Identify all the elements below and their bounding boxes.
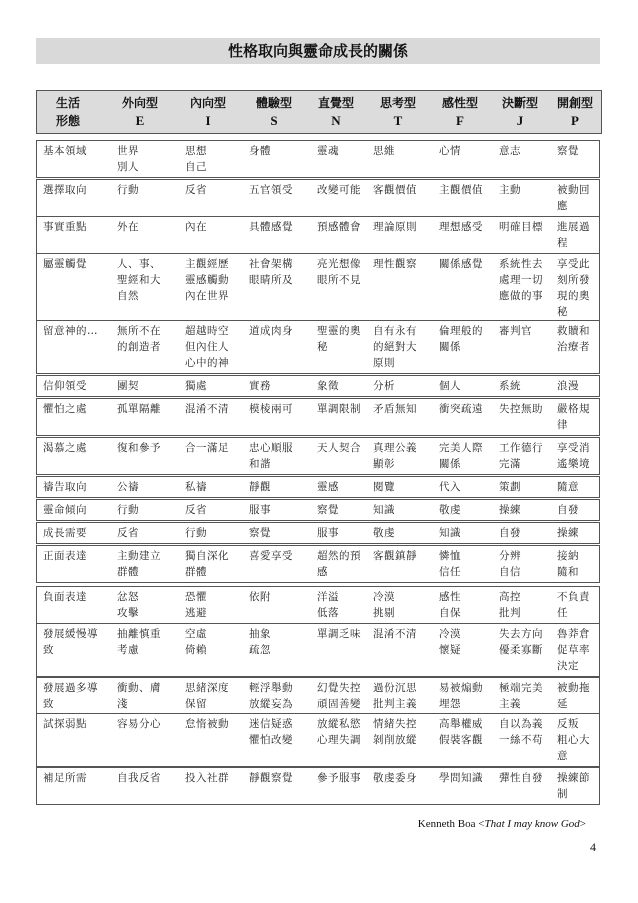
- row-label: 懼怕之處: [43, 403, 87, 415]
- credit-author: Kenneth Boa <: [417, 818, 485, 830]
- table-cell: 意志: [499, 145, 521, 157]
- row-label: 補足所需: [43, 772, 87, 784]
- table-cell: 反叛 粗心大 意: [557, 718, 590, 762]
- header-col-8: [549, 91, 601, 133]
- table-cell: 系統: [499, 380, 521, 392]
- table-cell: 喜愛享受: [249, 550, 293, 562]
- table-cell: 行動: [117, 184, 139, 196]
- table-cell: 天人契合: [317, 442, 361, 454]
- table-cell: 放縱私慾 心理失調: [317, 718, 361, 746]
- header-col-4: [305, 91, 367, 133]
- header-col-1: [109, 91, 171, 133]
- table-cell: 改變可能: [317, 184, 361, 196]
- table-cell: 感性 自保: [439, 591, 461, 619]
- row-label: 負面表達: [43, 591, 87, 603]
- table-cell: 主觀經歷 靈感觸動 內在世界: [185, 258, 229, 302]
- table-cell: 靜觀: [249, 481, 271, 493]
- header-line1: 思考型: [379, 96, 416, 110]
- row-label: 屬靈觸覺: [43, 258, 87, 270]
- table-cell: 被動拖 延: [557, 682, 590, 710]
- table-cell: 行動: [117, 504, 139, 516]
- table-cell: 外在: [117, 221, 139, 233]
- row-label: 正面表達: [43, 550, 87, 562]
- header-line1: 體驗型: [255, 96, 292, 110]
- header-col-6: [429, 91, 491, 133]
- table-cell: 察覺: [249, 527, 271, 539]
- table-cell: 操練節 制: [557, 772, 590, 800]
- header-line1: 決斷型: [501, 96, 538, 110]
- table-cell: 個人: [439, 380, 461, 392]
- table-cell: 內在: [185, 221, 207, 233]
- table-row: [36, 545, 600, 583]
- table-cell: 模棱兩可: [249, 403, 293, 415]
- table-cell: 象徵: [317, 380, 339, 392]
- table-cell: 高控 批判: [499, 591, 521, 619]
- table-cell: 自有永有 的絕對大 原則: [373, 325, 417, 369]
- table-cell: 抽象 疏忽: [249, 628, 271, 656]
- table-cell: 真理公義 顯彰: [373, 442, 417, 470]
- table-cell: 實務: [249, 380, 271, 392]
- table-cell: 不負責 任: [557, 591, 590, 619]
- table-cell: 合一滿足: [185, 442, 229, 454]
- table-cell: 混淆不清: [373, 628, 417, 640]
- table-cell: 身體: [249, 145, 271, 157]
- table-cell: 冷漠 懷疑: [439, 628, 461, 656]
- table-row: [36, 476, 600, 498]
- header-col-0: [37, 91, 99, 133]
- table-cell: 享受消 遙樂境: [557, 442, 590, 470]
- table-header: [36, 90, 602, 134]
- table-cell: 操練: [557, 527, 579, 539]
- table-cell: 世界 別人: [117, 145, 139, 173]
- table-row: [36, 499, 600, 521]
- table-row: [36, 375, 600, 397]
- table-row: [36, 179, 600, 217]
- row-label: 基本領域: [43, 145, 87, 157]
- header-col-5: [367, 91, 429, 133]
- table-cell: 分析: [373, 380, 395, 392]
- table-cell: 工作德行 完滿: [499, 442, 543, 470]
- table-cell: 進展過 程: [557, 221, 590, 249]
- table-cell: 客觀價值: [373, 184, 417, 196]
- table-cell: 過份沉思 批判主義: [373, 682, 417, 710]
- table-cell: 五官領受: [249, 184, 293, 196]
- table-cell: 服事: [249, 504, 271, 516]
- table-cell: 怠惰被動: [185, 718, 229, 730]
- table-row: [36, 437, 600, 475]
- header-line1: 直覺型: [317, 96, 354, 110]
- table-cell: 依附: [249, 591, 271, 603]
- table-cell: 冷漠 挑剔: [373, 591, 395, 619]
- table-cell: 靈感: [317, 481, 339, 493]
- table-cell: 享受此 刻所發 現的奧 秘: [557, 258, 590, 318]
- table-cell: 反省: [185, 504, 207, 516]
- table-cell: 思維: [373, 145, 395, 157]
- row-label: 渴慕之處: [43, 442, 87, 454]
- table-cell: 失控無助: [499, 403, 543, 415]
- table-cell: 單調限制: [317, 403, 361, 415]
- table-cell: 系統性去 處理一切 應做的事: [499, 258, 543, 302]
- table-cell: 忠心順服 和諧: [249, 442, 293, 470]
- table-cell: 理性觀察: [373, 258, 417, 270]
- table-cell: 反省: [185, 184, 207, 196]
- table-cell: 孤單隔離: [117, 403, 161, 415]
- page-number: 4: [590, 840, 596, 854]
- table-cell: 關係感覺: [439, 258, 483, 270]
- table-cell: 衝動、膚 淺: [117, 682, 161, 710]
- table-cell: 知識: [373, 504, 395, 516]
- table-cell: 客觀鎮靜: [373, 550, 417, 562]
- table-cell: 自發: [557, 504, 579, 516]
- table-cell: 隨意: [557, 481, 579, 493]
- table-cell: 救贖和 治療者: [557, 325, 590, 353]
- table-cell: 獨處: [185, 380, 207, 392]
- table-cell: 輕浮舉動 放縱妄為: [249, 682, 293, 710]
- table-cell: 亮光想像 眼所不見: [317, 258, 361, 286]
- table-cell: 復和參予: [117, 442, 161, 454]
- table-row: [36, 586, 600, 624]
- row-label: 事實重點: [43, 221, 87, 233]
- table-cell: 容易分心: [117, 718, 161, 730]
- table-cell: 閱覽: [373, 481, 395, 493]
- table-cell: 洋溢 低落: [317, 591, 339, 619]
- table-cell: 思緒深度 保留: [185, 682, 229, 710]
- table-cell: 情緒失控 剝削放縱: [373, 718, 417, 746]
- table-cell: 獨自深化 群體: [185, 550, 229, 578]
- header-line1: 開創型: [556, 96, 593, 110]
- table-cell: 自發: [499, 527, 521, 539]
- table-row: [36, 253, 600, 323]
- table-cell: 超越時空 但內住人 心中的神: [185, 325, 229, 369]
- table-cell: 衝突疏遠: [439, 403, 483, 415]
- credit-book-title: That I may know God: [484, 818, 580, 830]
- table-cell: 主動: [499, 184, 521, 196]
- table-cell: 空虛 倚賴: [185, 628, 207, 656]
- table-cell: 道成肉身: [249, 325, 293, 337]
- table-cell: 完美人際 關係: [439, 442, 483, 470]
- table-cell: 私禱: [185, 481, 207, 493]
- page-title: 性格取向與靈命成長的關係: [36, 38, 600, 64]
- table-cell: 極端完美 主義: [499, 682, 543, 710]
- row-label: 發展過多導 致: [43, 682, 98, 710]
- table-cell: 敬虔委身: [373, 772, 417, 784]
- table-cell: 思想 自己: [185, 145, 207, 173]
- table-cell: 理論原則: [373, 221, 417, 233]
- table-cell: 超然的預 感: [317, 550, 361, 578]
- table-cell: 嚴格規 律: [557, 403, 590, 431]
- table-cell: 易被煽動 埋怨: [439, 682, 483, 710]
- header-col-3: [243, 91, 305, 133]
- table-row: [36, 623, 600, 677]
- row-label: 成長需要: [43, 527, 87, 539]
- table-row: [36, 522, 600, 544]
- header-line2: T: [393, 113, 403, 128]
- table-cell: 行動: [185, 527, 207, 539]
- table-cell: 迷信疑惑 懼怕改變: [249, 718, 293, 746]
- table-cell: 主觀價值: [439, 184, 483, 196]
- row-label: 留意神的…: [43, 325, 98, 337]
- header-line2: 形態: [55, 114, 80, 128]
- table-cell: 靈魂: [317, 145, 339, 157]
- table-cell: 接納 隨和: [557, 550, 579, 578]
- header-line1: 感性型: [441, 96, 478, 110]
- header-line1: 生活: [55, 96, 80, 110]
- table-row: [36, 216, 600, 254]
- table-cell: 察覺: [317, 504, 339, 516]
- table-cell: 無所不在 的創造者: [117, 325, 161, 353]
- table-cell: 憐恤 信任: [439, 550, 461, 578]
- row-label: 試探弱點: [43, 718, 87, 730]
- table-row: [36, 320, 600, 374]
- header-line2: J: [516, 113, 524, 128]
- table-cell: 自以為義 一絲不苟: [499, 718, 543, 746]
- table-cell: 敬虔: [439, 504, 461, 516]
- table-cell: 服事: [317, 527, 339, 539]
- header-line2: P: [571, 113, 579, 128]
- table-cell: 高舉權威 假裝客觀: [439, 718, 483, 746]
- table-cell: 預感體會: [317, 221, 361, 233]
- credit-line: [418, 818, 586, 830]
- header-line2: N: [331, 113, 341, 128]
- table-cell: 人、事、 聖經和大 自然: [117, 258, 161, 302]
- table-cell: 自我反省: [117, 772, 161, 784]
- row-label: 發展緩慢導 致: [43, 628, 98, 656]
- header-line2: S: [270, 113, 278, 128]
- row-label: 選擇取向: [43, 184, 87, 196]
- row-label: 禱告取向: [43, 481, 87, 493]
- table-cell: 具體感覺: [249, 221, 293, 233]
- header-line2: E: [135, 113, 145, 128]
- table-cell: 參予服事: [317, 772, 361, 784]
- table-cell: 學問知識: [439, 772, 483, 784]
- table-row: [36, 767, 600, 805]
- table-row: [36, 398, 600, 436]
- header-line2: I: [205, 113, 211, 128]
- table-cell: 審判官: [499, 325, 532, 337]
- table-cell: 靜觀察覺: [249, 772, 293, 784]
- table-cell: 主動建立 群體: [117, 550, 161, 578]
- table-cell: 明確目標: [499, 221, 543, 233]
- table-cell: 聖靈的奧 秘: [317, 325, 361, 353]
- header-col-2: [177, 91, 239, 133]
- table-cell: 操練: [499, 504, 521, 516]
- table-row: [36, 713, 600, 767]
- table-cell: 單調乏味: [317, 628, 361, 640]
- table-cell: 代入: [439, 481, 461, 493]
- table-cell: 策劃: [499, 481, 521, 493]
- table-cell: 公禱: [117, 481, 139, 493]
- table-cell: 被動回 應: [557, 184, 590, 212]
- table-cell: 敬虔: [373, 527, 395, 539]
- table-row: [36, 677, 600, 715]
- table-cell: 幻覺失控 頑固善變: [317, 682, 361, 710]
- table-cell: 投入社群: [185, 772, 229, 784]
- table-cell: 浪漫: [557, 380, 579, 392]
- header-line2: F: [456, 113, 464, 128]
- header-col-7: [489, 91, 551, 133]
- table-cell: 心情: [439, 145, 461, 157]
- table-cell: 知識: [439, 527, 461, 539]
- table-cell: 矛盾無知: [373, 403, 417, 415]
- table-cell: 團契: [117, 380, 139, 392]
- table-cell: 察覺: [557, 145, 579, 157]
- table-cell: 恐懼 逃避: [185, 591, 207, 619]
- table-cell: 混淆不清: [185, 403, 229, 415]
- table-cell: 分辨 自信: [499, 550, 521, 578]
- row-label: 信仰領受: [43, 380, 87, 392]
- table-cell: 社會架構 眼睛所及: [249, 258, 293, 286]
- table-cell: 忿怒 攻擊: [117, 591, 139, 619]
- table-cell: 理想感受: [439, 221, 483, 233]
- table-cell: 抽離慎重 考慮: [117, 628, 161, 656]
- row-label: 靈命傾向: [43, 504, 87, 516]
- header-line1: 外向型: [121, 96, 158, 110]
- credit-end: >: [579, 818, 586, 830]
- table-row: [36, 140, 600, 178]
- table-cell: 失去方向 優柔寡斷: [499, 628, 543, 656]
- header-line1: 內向型: [189, 96, 226, 110]
- table-cell: 反省: [117, 527, 139, 539]
- table-cell: 彈性自發: [499, 772, 543, 784]
- table-cell: 倫理般的 關係: [439, 325, 483, 353]
- table-cell: 魯莽倉 促草率 決定: [557, 628, 590, 672]
